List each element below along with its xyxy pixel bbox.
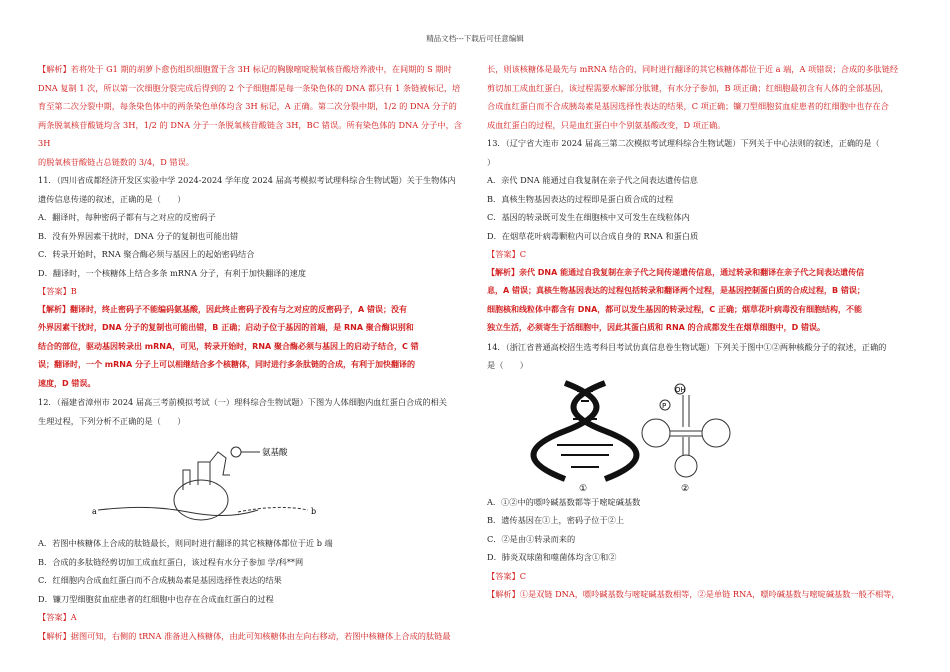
q14-stem: 14．（浙江省普通高校招生选考科目考试仿真信息卷生物试题）下列关于图中①②两种核酸分子的叙述，正确的 xyxy=(487,341,887,352)
trna-left xyxy=(183,470,190,490)
q14-option: A．①②中的嘌呤碱基数都等于嘧啶碱基数 xyxy=(487,496,641,507)
end-b-label: b xyxy=(311,507,317,517)
q14-answer: 【答案】C xyxy=(487,570,527,581)
q12-explanation-continued: 成血红蛋白的过程，只是血红蛋白中个别氨基酸改变，D 项正确。 xyxy=(487,119,726,130)
q13-option: C．基因的转录既可发生在细胞核中又可发生在线粒体内 xyxy=(487,212,690,222)
q10-explanation-line: 两条脱氧核苷酸链均含 3H，1/2 的 DNA 分子一条脱氧核苷酸链含 3H，BC 错误。所有染色体的 DNA 分子中，含 3H xyxy=(38,119,462,148)
dna-double-helix xyxy=(534,383,637,479)
q11-answer: 【答案】B xyxy=(38,286,77,296)
q10-explanation-line: DNA 复制 1 次，所以第一次细胞分裂完成后得到的 2 个子细胞都是每一条染色体的 DNA 都只有 1 条链被标记，培 xyxy=(38,82,461,93)
q13-stem: ） xyxy=(487,156,496,167)
q13-explanation-line: 息，A 错误；真核生物基因表达的过程包括转录和翻译两个过程，是基因控制蛋白质的合成过程，B 错误； xyxy=(487,286,865,296)
trna-middle xyxy=(198,462,210,485)
page-header: 精品文档---下载后可任意编辑 xyxy=(426,34,524,43)
q14-stem: 是（ ） xyxy=(487,360,528,371)
q11-stem: 11．（四川省成都经济开发区实验中学 2024-2024 学年度 2024 届高考模拟考试理科综合生物试题）关于生物体内 xyxy=(38,175,456,185)
q12-explanation-continued: 合成血红蛋白而不合成胰岛素是基因选择性表达的结果，C 项正确；镰刀型细胞贫血症患者的红细胞中也存在合 xyxy=(487,101,889,111)
q13-answer: 【答案】C xyxy=(487,249,527,259)
mrna-left-strand xyxy=(98,508,258,516)
end-a-label: a xyxy=(92,507,97,517)
q11-stem: 遗传信息传递的叙述，正确的是（ ） xyxy=(38,193,186,204)
amino-acid xyxy=(231,447,241,457)
q12-stem: 生理过程，下列分析不正确的是（ ） xyxy=(38,415,186,426)
q14-explanation-line: 【解析】①是双链 DNA，嘌呤碱基数与嘧啶碱基数相等，②是单链 RNA，嘌呤碱基数与嘧啶碱基数一般不相等， xyxy=(487,589,900,600)
q11-explanation-line: 速度，D 错误。 xyxy=(38,378,96,388)
q10-explanation-line: 育至第二次分裂中期，每条染色体中的两条染色单体均含 3H 标记，A 正确。第二次分裂中期，1/2 的 DNA 分子的 xyxy=(38,101,457,111)
q12-option: D．镰刀型细胞贫血症患者的红细胞中也存在合成血红蛋白的过程 xyxy=(38,593,274,604)
molecule-1-label: ① xyxy=(579,483,588,493)
q12-explanation-continued: 长，则该核糖体是最先与 mRNA 结合的，同时进行翻译的其它核糖体都位于近 a 端，A 项错误；合成的多肽链经 xyxy=(487,64,899,74)
q12-option: A．若图中核糖体上合成的肽链最长，则同时进行翻译的其它核糖体都位于近 b 端 xyxy=(38,538,333,549)
q13-explanation-line: 细胞核和线粒体中都含有 DNA，都可以发生基因的转录过程，C 正确；烟草花叶病毒没有细胞结构，不能 xyxy=(487,304,862,314)
q14-option: C．②是由①转录而来的 xyxy=(487,533,576,544)
mrna-right-strand xyxy=(238,508,308,513)
q11-option: C．转录开始时，RNA 聚合酶必须与基因上的起始密码结合 xyxy=(38,249,255,259)
q12-explanation-continued: 剪切加工成血红蛋白，该过程需要水解部分肽键，有水分子参加，B 项正确；红细胞最初含有人体的全部基因， xyxy=(487,82,889,93)
q13-explanation-line: 独立生活，必须寄生于活细胞中，因此其蛋白质和 RNA 的合成都发生在烟草细胞中，D 错误。 xyxy=(487,323,826,333)
amino-acid-label: 氨基酸 xyxy=(262,448,288,459)
nucleic-acid-figure xyxy=(487,375,912,493)
q13-option: D．在烟草花叶病毒颗粒内可以合成自身的 RNA 和蛋白质 xyxy=(487,230,699,241)
q12-stem: 12．（福建省漳州市 2024 届高三考前模拟考试（一）理科综合生物试题）下图为人体细胞内血红蛋白合成的相关 xyxy=(38,397,447,408)
q13-option: A．亲代 DNA 能通过自我复制在亲子代之间表达遗传信息 xyxy=(487,175,698,185)
right-column xyxy=(487,60,912,604)
translation-figure xyxy=(38,430,462,534)
q12-option: B．合成的多肽链经剪切加工成血红蛋白，该过程有水分子参加 学/科**网 xyxy=(38,556,304,567)
q13-option: B．真核生物基因表达的过程即是蛋白质合成的过程 xyxy=(487,193,674,204)
q10-explanation-line: 【解析】若将处于 G1 期的胡萝卜愈伤组织细胞置于含 3H 标记的胸腺嘧啶脱氧核苷酸培养液中，在间期的 S 期时 xyxy=(38,64,452,74)
ribosome-translation-diagram xyxy=(38,430,462,534)
trna-right xyxy=(210,452,230,475)
q11-explanation-line: 结合的部位，驱动基因转录出 mRNA，可见，转录开始时，RNA 聚合酶必须与基因上的启动子结合，C 错 xyxy=(38,341,419,351)
q12-explanation-line: 【解析】据图可知，右侧的 tRNA 准备进入核糖体，由此可知核糖体由左向右移动，若图中核糖体上合成的肽链最 xyxy=(38,630,451,641)
q11-explanation-line: 误；翻译时，一个 mRNA 分子上可以相继结合多个核糖体，同时进行多条肽链的合成，有利于加快翻译的 xyxy=(38,360,415,370)
q14-option: D．肺炎双球菌和噬菌体均含①和② xyxy=(487,552,617,563)
q11-option: A．翻译时，每种密码子都有与之对应的反密码子 xyxy=(38,212,216,222)
q13-stem: 13．（辽宁省大连市 2024 届高三第二次模拟考试理科综合生物试题）下列关于中心法则的叙述，正确的是（ xyxy=(487,138,880,148)
q11-explanation-line: 【解析】翻译时，终止密码子不能编码氨基酸，因此终止密码子没有与之对应的反密码子，A 错误；没有 xyxy=(38,304,407,314)
q13-explanation-line: 【解析】亲代 DNA 能通过自我复制在亲子代之间传递遗传信息，通过转录和翻译在亲子代之间表达遗传信 xyxy=(487,267,865,277)
q10-explanation-line: 的脱氧核苷酸链占总链数的 3/4，D 错误。 xyxy=(38,156,194,167)
dna-trna-diagram xyxy=(487,375,912,493)
q12-option: C．红细胞内合成血红蛋白而不合成胰岛素是基因选择性表达的结果 xyxy=(38,575,282,586)
oh-end-label: OH xyxy=(675,385,686,394)
left-column xyxy=(38,60,462,645)
molecule-2-label: ② xyxy=(681,483,690,493)
q11-explanation-line: 外界因素干扰时，DNA 分子的复制也可能出错，B 正确；启动子位于基因的首端，是 RNA 聚合酶识别和 xyxy=(38,323,414,333)
q14-option: B．遗传基因在①上，密码子位于②上 xyxy=(487,515,625,526)
phosphate-end-label: P xyxy=(662,401,667,410)
q12-answer: 【答案】A xyxy=(38,612,77,623)
q11-option: B．没有外界因素干扰时，DNA 分子的复制也可能出错 xyxy=(38,230,239,241)
trna-cloverleaf xyxy=(642,384,730,477)
q11-option: D．翻译时，一个核糖体上结合多条 mRNA 分子，有利于加快翻译的速度 xyxy=(38,267,307,278)
